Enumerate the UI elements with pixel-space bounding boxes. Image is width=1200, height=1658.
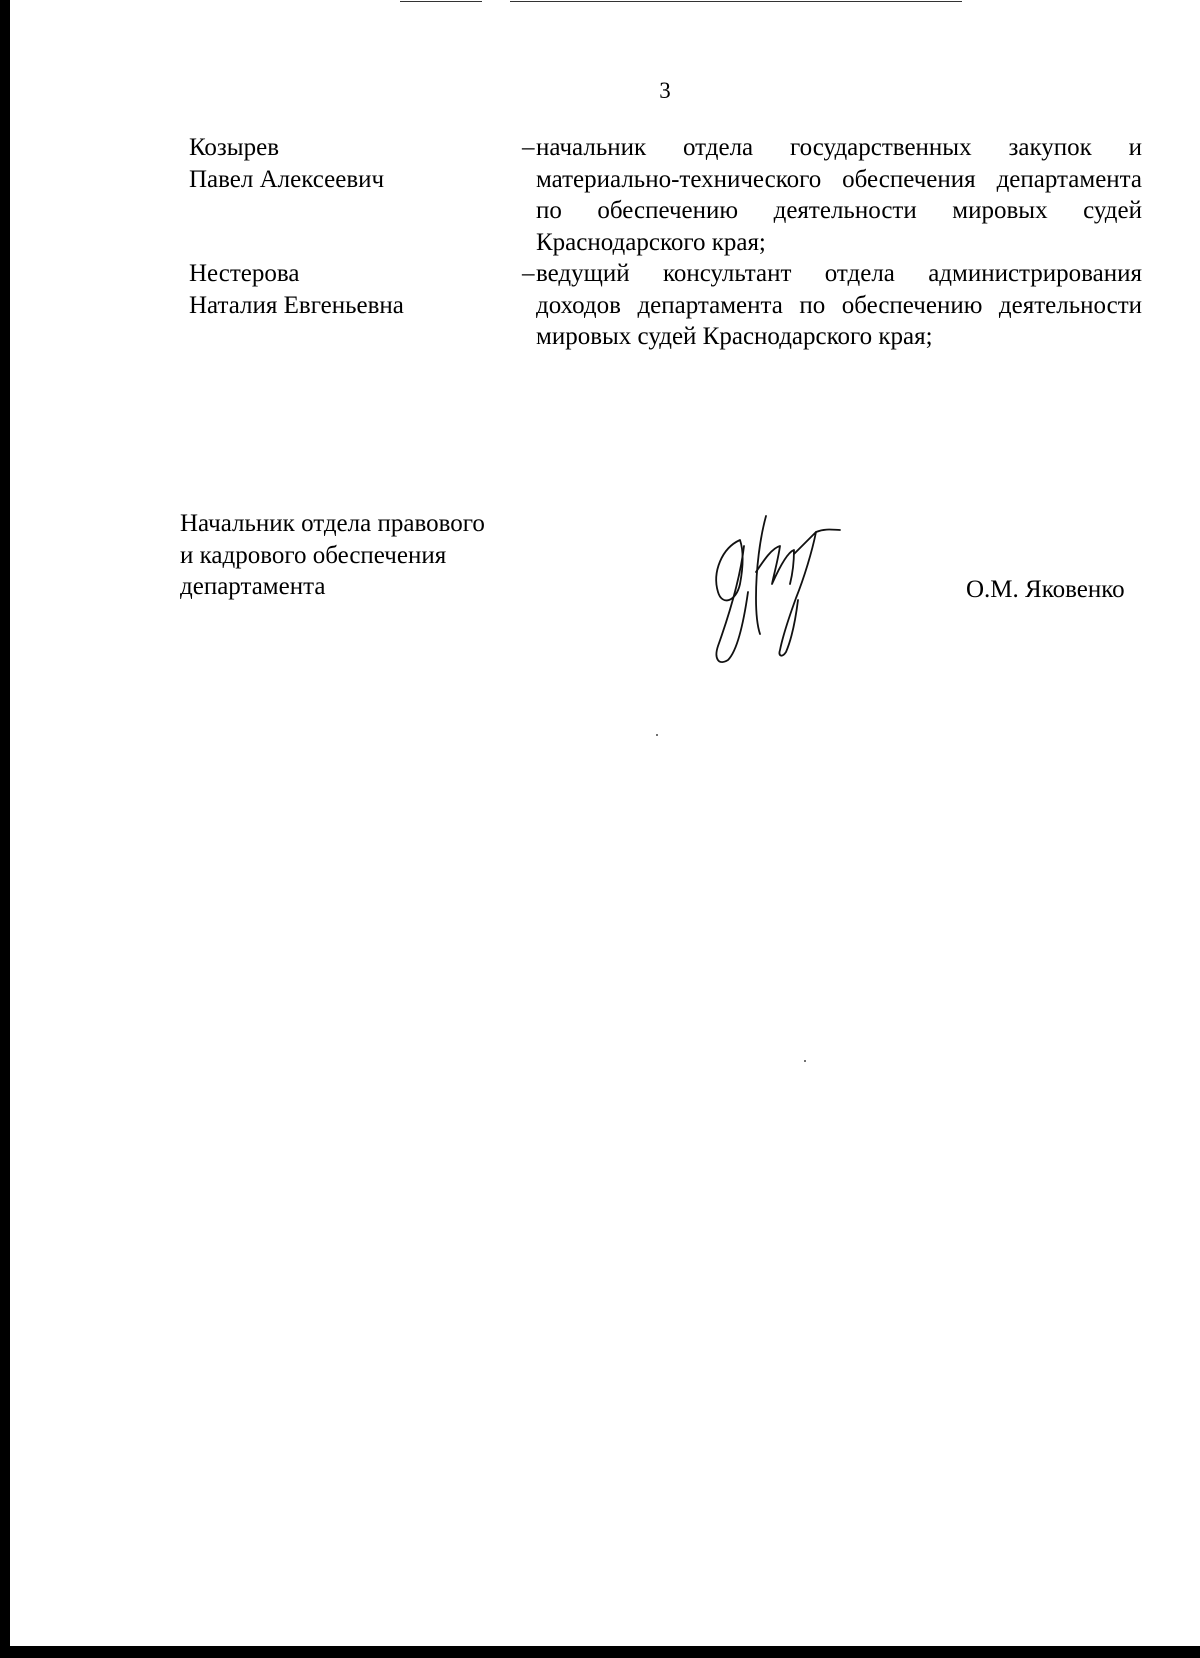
person-name — [189, 132, 509, 195]
page-number: 3 — [659, 78, 671, 103]
signature-title-line: и кадрового обеспечения — [180, 541, 447, 569]
position-dash: – — [522, 260, 535, 287]
signature-title — [180, 508, 560, 603]
scan-speck — [656, 734, 658, 736]
person-surname: Козырев — [189, 134, 280, 161]
position-text: ведущий консультант отдела администрирования доходов департамента по обеспечению деятельности мировых судей Краснодарского края; — [536, 260, 1142, 351]
handwritten-signature — [700, 508, 880, 683]
position-dash: – — [522, 134, 535, 161]
signature-stroke-mid — [756, 546, 794, 584]
signature-stroke-end — [816, 530, 840, 533]
top-rule-right — [510, 1, 962, 2]
person-given-name: Наталия Евгеньевна — [189, 291, 404, 319]
scan-edge-bottom — [0, 1646, 1200, 1658]
signer-name: О.М. Яковенко — [966, 576, 1125, 603]
scan-speck — [804, 1060, 806, 1062]
position-text: начальник отдела государственных закупок и материально-технического обеспечения департамента по обеспечению деятельности мировых судей Краснодарского края; — [536, 134, 1142, 256]
top-rule-left — [400, 1, 482, 2]
signature-stroke-j — [756, 516, 766, 634]
person-surname: Нестерова — [189, 260, 300, 287]
signature-title-line: Начальник отдела правового — [180, 510, 485, 537]
person-given-name: Павел Алексеевич — [189, 165, 385, 193]
signature-stroke-tail — [779, 532, 816, 656]
signature-stroke-loop — [716, 540, 742, 600]
scan-edge-left — [0, 0, 10, 1658]
person-position — [522, 258, 1142, 353]
person-position — [522, 132, 1142, 258]
signature-title-line: департамента — [180, 573, 326, 601]
person-name — [189, 258, 509, 321]
